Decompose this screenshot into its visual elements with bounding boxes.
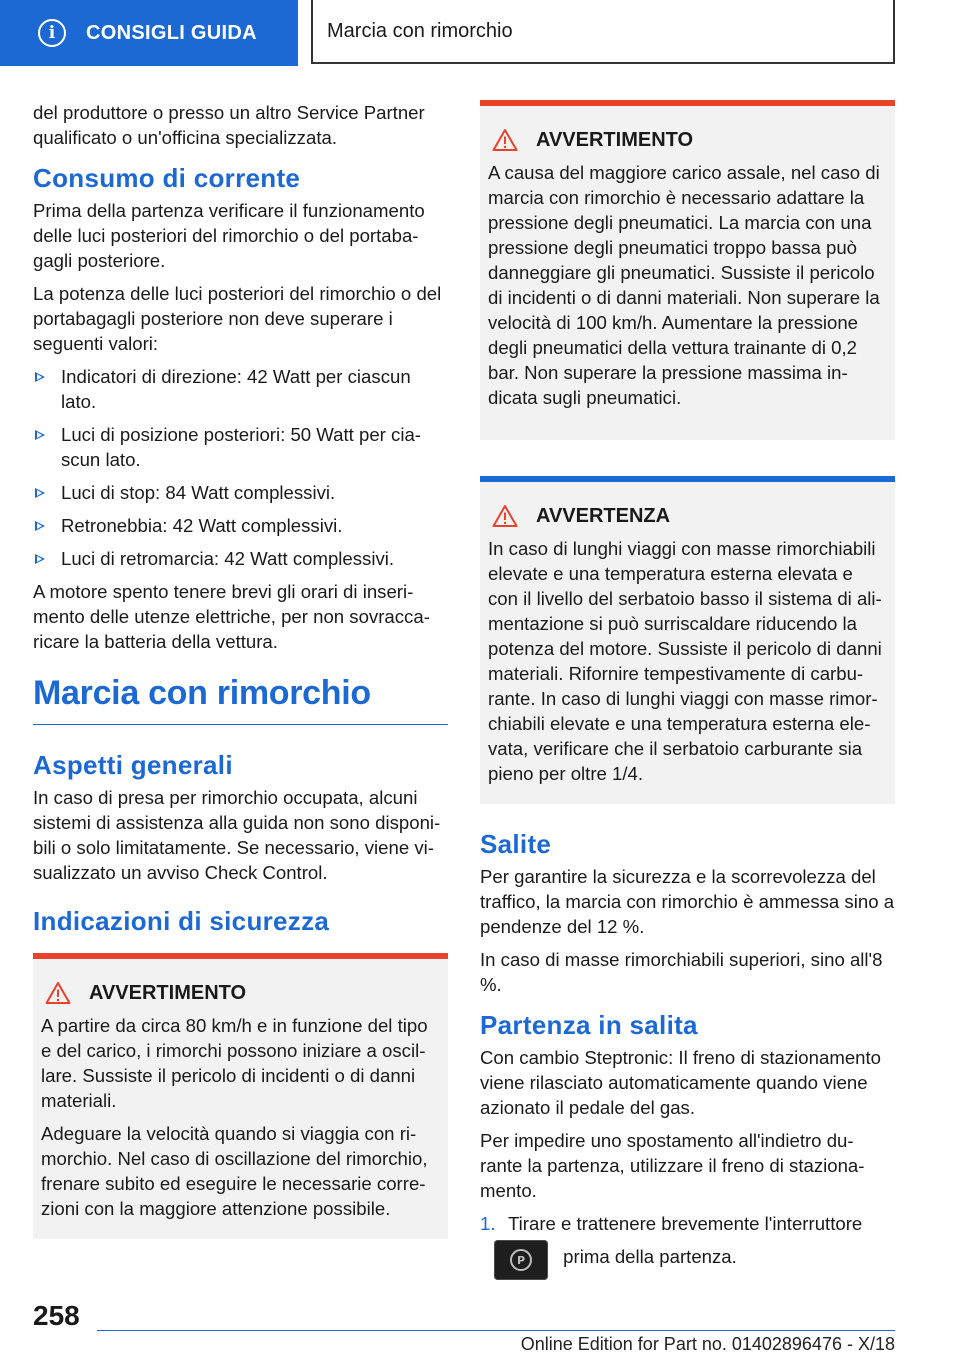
section-label: CONSIGLI GUIDA — [86, 21, 257, 44]
notice-text: In caso di lunghi viaggi con masse rimorchiabili elevate e una temperatura esterna elevata e con il livello del serbatoio basso il sistema di ali‐mentazione si può surriscaldare riducendo la potenza del motore. Sussiste il pericolo di danni materiali. Rifornire tempestivamente di carbu‐rante. In caso di lunghi viaggi con masse rimor‐chiabili elevate e una temperatura esterna ele‐vata, verificare che il serbatoio carburante sia pieno per oltre 1/4. — [488, 538, 882, 784]
paragraph: Per impedire uno spostamento all'indietro du‐rante la partenza, utilizzare il freno di staziona‐mento. — [480, 1130, 865, 1201]
paragraph: Con cambio Steptronic: Il freno di stazionamento viene rilasciato automaticamente quando viene azionato il pedale del gas. — [480, 1047, 882, 1118]
paragraph: Per garantire la sicurezza e la scorrevolezza del traffico, la marcia con rimorchio è ammessa sino a pendenze del 12 %. — [480, 866, 895, 937]
triangle-bullet-icon — [35, 488, 45, 498]
step-item — [480, 1211, 895, 1280]
parking-brake-glyph: P — [510, 1249, 532, 1271]
heading-aspetti: Aspetti generali — [33, 750, 233, 780]
list-item-text: Indicatori di direzione: 42 Watt per ciascun lato. — [61, 366, 411, 412]
light-power-list — [33, 364, 448, 571]
steps-list — [480, 1211, 895, 1280]
warning-text: Adeguare la velocità quando si viaggia con ri‐morchio. Nel caso di oscillazione del rimorchio, frenare subito ed eseguire le necessarie corre‐zioni con la maggiore attenzione possibile. — [41, 1123, 428, 1219]
warning-text: A causa del maggiore carico assale, nel caso di marcia con rimorchio è necessario adattare la pressione degli pneumatici. La marcia con una pressione degli pneumatici troppo bassa può danneggiare gli pneumatici. Sussiste il pericolo di incidenti o di danni materiali. Non superare la velocità di 100 km/h. Aumentare la pressione degli pneumatici della vettura trainante di 0,2 bar. Non superare la pressione massima in‐dicata sugli pneumatici. — [488, 162, 880, 408]
list-item — [33, 422, 448, 472]
notice-header — [488, 504, 887, 528]
triangle-bullet-icon — [35, 372, 45, 382]
paragraph: In caso di presa per rimorchio occupata, alcuni sistemi di assistenza alla guida non sono disponi‐bili o solo limitatamente. Se necessario, viene vi‐sualizzato un avviso Check Control. — [33, 787, 441, 883]
step-text: Tirare e trattenere brevemente l'interruttore — [508, 1213, 863, 1234]
paragraph: A motore spento tenere brevi gli orari di inseri‐mento delle utenze elettriche, per non sovracca‐ricare la batteria della vettura. — [33, 581, 430, 652]
list-item — [33, 480, 448, 505]
notice-box — [480, 476, 895, 804]
page-title: Marcia con rimorchio — [327, 19, 513, 42]
triangle-bullet-icon — [35, 521, 45, 531]
footer-edition: Online Edition for Part no. 01402896476 - X/18 — [520, 1334, 895, 1354]
warning-box — [480, 100, 895, 440]
notice-title: AVVERTENZA — [536, 504, 671, 527]
right-column — [480, 100, 895, 1280]
warning-title: AVVERTIMENTO — [89, 981, 247, 1004]
footer-divider — [97, 1330, 895, 1331]
step-number: 1. — [480, 1213, 496, 1234]
page-title-tab — [311, 0, 895, 64]
warning-header — [488, 128, 887, 152]
warning-box — [33, 953, 448, 1239]
warning-header — [41, 981, 440, 1005]
page-header — [0, 0, 960, 66]
list-item — [33, 513, 448, 538]
list-item — [33, 364, 448, 414]
list-item-text: Luci di stop: 84 Watt complessivi. — [61, 482, 336, 503]
warning-text: A partire da circa 80 km/h e in funzione del tipo e del carico, i rimorchi possono iniziare a oscil‐lare. Sussiste il pericolo di incidenti o di danni materiali. — [41, 1015, 428, 1111]
warning-triangle-icon — [492, 128, 518, 152]
step-text-continued: prima della partenza. — [563, 1245, 737, 1267]
info-icon: i — [38, 19, 66, 47]
heading-salite: Salite — [480, 829, 552, 859]
list-item-text: Luci di posizione posteriori: 50 Watt per cia‐scun lato. — [61, 424, 421, 470]
heading-sicurezza: Indicazioni di sicurezza — [33, 906, 330, 936]
intro-paragraph: del produttore o presso un altro Service Partner qualificato o un'officina specializzata. — [33, 102, 425, 148]
page-number: 258 — [33, 1300, 80, 1331]
main-title: Marcia con rimorchio — [33, 674, 371, 712]
left-column — [33, 100, 448, 1265]
list-item — [33, 546, 448, 571]
triangle-bullet-icon — [35, 554, 45, 564]
title-divider — [33, 724, 448, 725]
warning-triangle-icon — [492, 504, 518, 528]
paragraph: La potenza delle luci posteriori del rimorchio o del portabagagli posteriore non deve superare i seguenti valori: — [33, 283, 442, 354]
warning-title: AVVERTIMENTO — [536, 128, 694, 151]
paragraph: In caso di masse rimorchiabili superiori, sino all'8 %. — [480, 949, 883, 995]
list-item-text: Retronebbia: 42 Watt complessivi. — [61, 515, 343, 536]
paragraph: Prima della partenza verificare il funzionamento delle luci posteriori del rimorchio o del portaba‐gagli posteriore. — [33, 200, 425, 271]
section-tab[interactable] — [0, 0, 298, 66]
parking-brake-switch-icon — [494, 1240, 548, 1280]
heading-partenza: Partenza in salita — [480, 1010, 698, 1040]
list-item-text: Luci di retromarcia: 42 Watt complessivi. — [61, 548, 395, 569]
warning-triangle-icon — [45, 981, 71, 1005]
heading-consumo: Consumo di corrente — [33, 163, 301, 193]
triangle-bullet-icon — [35, 430, 45, 440]
